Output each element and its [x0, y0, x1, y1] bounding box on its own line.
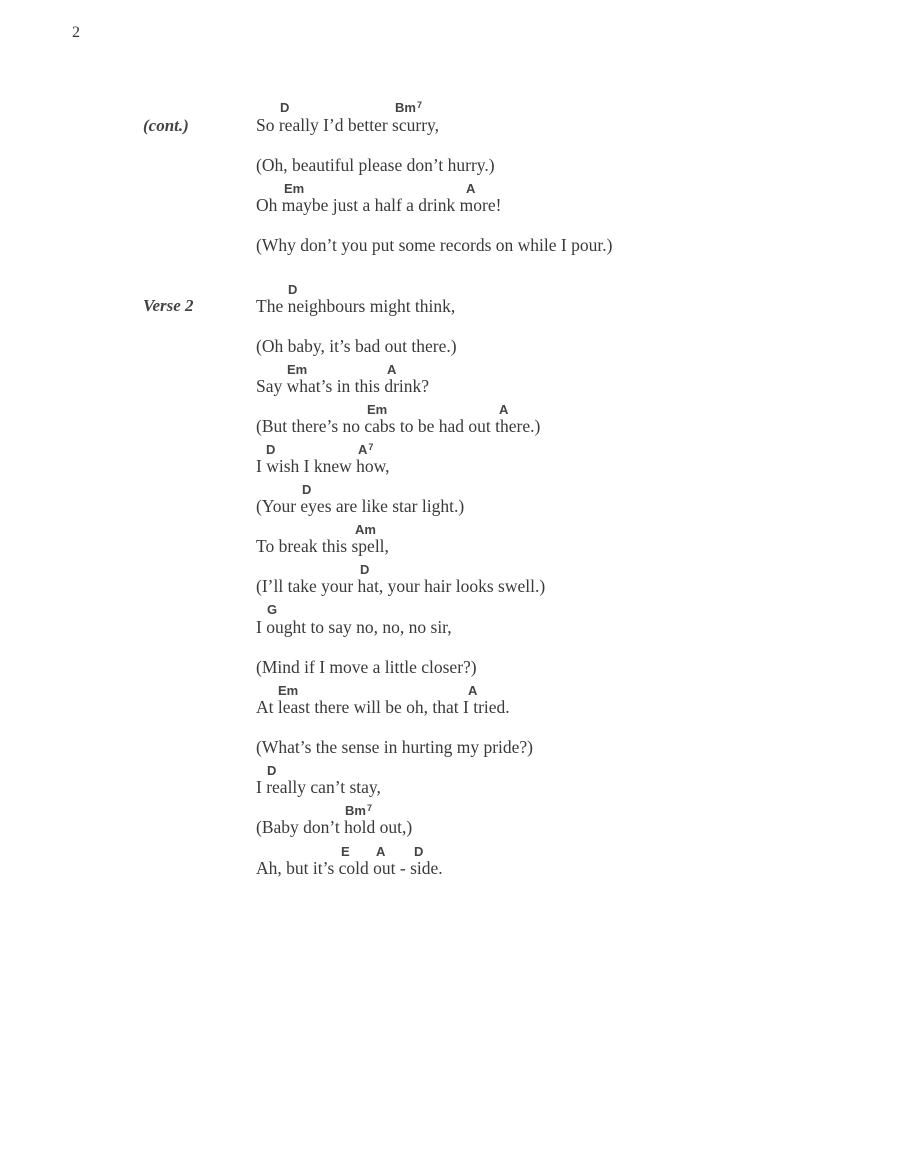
chord: A — [376, 844, 386, 859]
lyric-line: Ah, but it’s cold out - side. — [256, 858, 443, 878]
lyric-line: Oh maybe just a half a drink more! — [256, 195, 502, 215]
chord: Em — [367, 402, 388, 417]
chord: D — [267, 763, 277, 778]
lyric-line: To break this spell, — [256, 536, 389, 556]
lyric-line: The neighbours might think, — [256, 296, 456, 316]
page-number: 2 — [72, 24, 80, 41]
chord: E — [341, 844, 350, 859]
section-label-cont: (cont.) — [143, 116, 189, 135]
lyric-line: I wish I knew how, — [256, 456, 390, 476]
chord: D — [266, 442, 276, 457]
chord: Em — [287, 362, 308, 377]
lyric-line: (I’ll take your hat, your hair looks swell.) — [256, 576, 546, 596]
lyric-line: At least there will be oh, that I tried. — [256, 697, 510, 717]
chord: D — [360, 562, 370, 577]
lyric-line: (Baby don’t hold out,) — [256, 817, 413, 837]
chord: Em — [284, 181, 305, 196]
chord: D — [302, 482, 312, 497]
lyric-line: (But there’s no cabs to be had out there.) — [256, 416, 541, 436]
lyric-line: (Oh baby, it’s bad out there.) — [256, 336, 457, 356]
lyric-line: I ought to say no, no, no sir, — [256, 617, 452, 637]
chord: $A^7$ — [358, 442, 374, 457]
lyric-line: (Your eyes are like star light.) — [256, 496, 465, 516]
chord: D — [288, 282, 298, 297]
chord: D — [280, 100, 290, 115]
chord-row — [256, 100, 856, 116]
lyric-line: (What’s the sense in hurting my pride?) — [256, 737, 534, 757]
lyric-line: Say what’s in this drink? — [256, 376, 430, 396]
chord: Am — [355, 522, 376, 537]
chord: Bm$^7$ — [395, 100, 422, 115]
chord: D — [414, 844, 424, 859]
chord: A — [468, 683, 478, 698]
lyric-line: (Why don’t you put some records on while I pour.) — [256, 235, 613, 255]
chord: A — [387, 362, 397, 377]
chord: A — [499, 402, 509, 417]
section-label-verse-2: Verse 2 — [143, 296, 194, 315]
chord: A — [466, 181, 476, 196]
chord: Em — [278, 683, 299, 698]
lyric-line: So really I’d better scurry, — [256, 115, 440, 135]
chord-row — [256, 602, 856, 618]
chord: Bm$^7$ — [345, 803, 372, 818]
lyric-line: (Oh, beautiful please don’t hurry.) — [256, 155, 495, 175]
chord: G — [267, 602, 278, 617]
lyric-line: I really can’t stay, — [256, 777, 381, 797]
lyric-line: (Mind if I move a little closer?) — [256, 657, 477, 677]
